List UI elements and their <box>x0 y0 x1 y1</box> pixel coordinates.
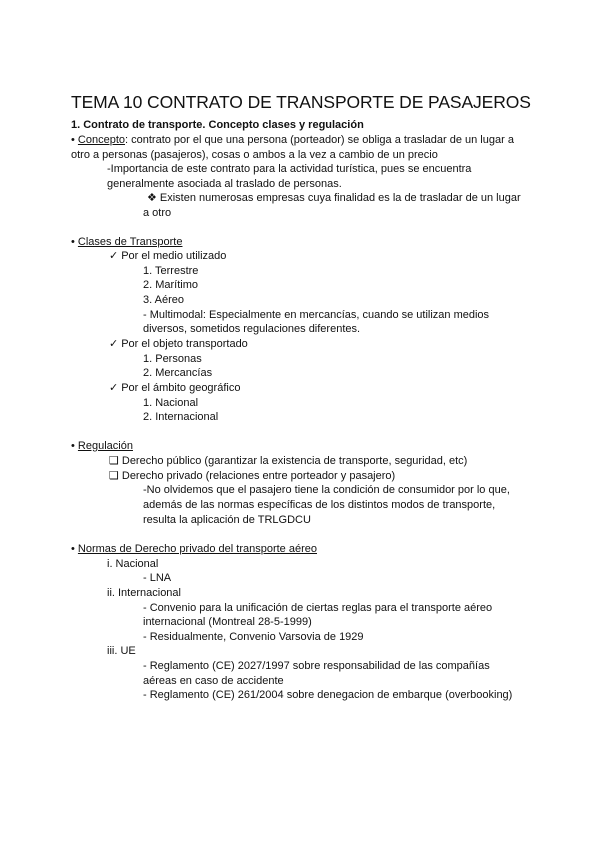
normas-heading: Normas de Derecho privado del transporte aéreo <box>77 543 317 555</box>
multimodal-note: - Multimodal: Especialmente en mercancías, cuando se utilizan medios <box>143 309 490 321</box>
bullet: • <box>71 134 75 146</box>
regulacion-heading: Regulación <box>77 440 133 452</box>
normas-heading-line <box>71 542 317 557</box>
clase-group-medio <box>109 249 226 264</box>
normas-nacional-label: i. Nacional <box>107 558 159 570</box>
clase-group-label: Por el ámbito geográfico <box>121 382 241 394</box>
regulacion-note-cont: además de las normas específicas de los distintos modos de transporte, <box>143 499 496 511</box>
check-icon: ✓ <box>109 338 119 350</box>
multimodal-note-cont: diversos, sometidos regulaciones diferentes. <box>143 323 361 335</box>
list-item: 2. Marítimo <box>143 279 199 291</box>
section-heading: 1. Contrato de transporte. Concepto clases y regulación <box>71 119 364 131</box>
empresas-text: Existen numerosas empresas cuya finalidad es la de trasladar de un lugar <box>159 192 521 204</box>
regulacion-note-cont: resulta la aplicación de TRLGDCU <box>143 514 311 526</box>
regulacion-item-text: Derecho privado (relaciones entre porteador y pasajero) <box>121 470 396 482</box>
check-icon: ✓ <box>109 250 119 262</box>
regulacion-item-text: Derecho público (garantizar la existencia de transporte, seguridad, etc) <box>121 455 468 467</box>
normas-ue-label: iii. UE <box>107 645 136 657</box>
bullet: • <box>71 543 75 555</box>
empresas-text-cont: a otro <box>143 207 172 219</box>
regulacion-item-privado <box>109 469 395 484</box>
normas-nacional-item: - LNA <box>143 572 172 584</box>
list-item: 1. Terrestre <box>143 265 199 277</box>
clase-group-objeto <box>109 337 248 352</box>
clase-group-label: Por el medio utilizado <box>121 250 227 262</box>
normas-internacional-item: - Convenio para la unificación de ciertas reglas para el transporte aéreo <box>143 602 493 614</box>
list-item: 1. Personas <box>143 353 202 365</box>
normas-internacional-item-cont: internacional (Montreal 28-5-1999) <box>143 616 312 628</box>
importancia-text: -Importancia de este contrato para la actividad turística, pues se encuentra <box>107 163 472 175</box>
list-item: 2. Internacional <box>143 411 219 423</box>
normas-ue-item-cont: aéreas en caso de accidente <box>143 675 284 687</box>
clase-group-label: Por el objeto transportado <box>121 338 248 350</box>
bullet: • <box>71 236 75 248</box>
check-icon: ✓ <box>109 382 119 394</box>
checkbox-bullet-icon: ❑ <box>109 470 119 482</box>
concepto-line <box>71 133 514 148</box>
regulacion-heading-line <box>71 439 133 454</box>
list-item: 3. Aéreo <box>143 294 184 306</box>
checkbox-bullet-icon: ❑ <box>109 455 119 467</box>
list-item: 2. Mercancías <box>143 367 213 379</box>
concepto-label: Concepto <box>77 134 126 146</box>
empresas-line <box>147 191 521 206</box>
normas-internacional-label: ii. Internacional <box>107 587 181 599</box>
clases-heading: Clases de Transporte <box>77 236 183 248</box>
list-item: 1. Nacional <box>143 397 199 409</box>
regulacion-note: -No olvidemos que el pasajero tiene la condición de consumidor por lo que, <box>143 484 510 496</box>
importancia-text-cont: generalmente asociada al traslado de personas. <box>107 178 342 190</box>
bullet: • <box>71 440 75 452</box>
concepto-text-cont: otro a personas (pasajeros), cosas o ambos a la vez a cambio de un precio <box>71 149 438 161</box>
concepto-text: : contrato por el que una persona (porteador) se obliga a trasladar de un lugar a <box>125 134 514 146</box>
page-title: TEMA 10 CONTRATO DE TRANSPORTE DE PASAJEROS <box>71 92 531 112</box>
normas-ue-item: - Reglamento (CE) 2027/1997 sobre responsabilidad de las compañías <box>143 660 490 672</box>
normas-internacional-item: - Residualmente, Convenio Varsovia de 1929 <box>143 631 364 643</box>
regulacion-item-publico <box>109 454 467 469</box>
normas-ue-item: - Reglamento (CE) 261/2004 sobre denegacion de embarque (overbooking) <box>143 689 513 701</box>
clase-group-ambito <box>109 381 240 396</box>
diamond-bullet-icon: ❖ <box>147 192 157 204</box>
clases-heading-line <box>71 235 182 250</box>
